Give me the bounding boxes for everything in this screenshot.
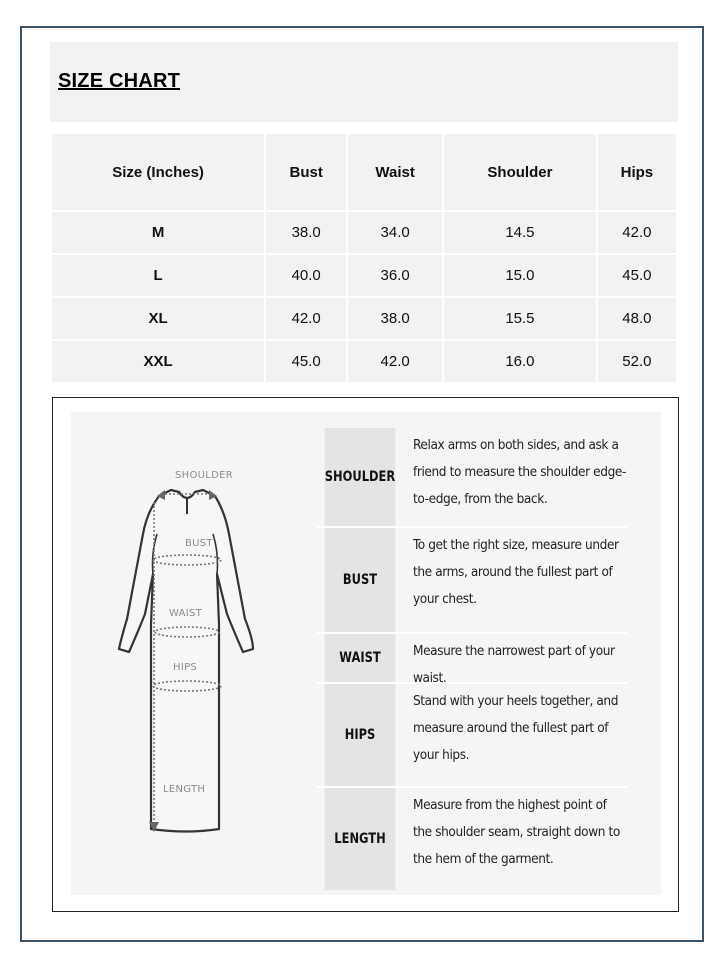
table-row [52, 212, 676, 253]
diagram-label-hips: HIPS [173, 662, 198, 673]
size-cell: L [52, 255, 264, 296]
measure-desc-text: Relax arms on both sides, and ask a friend to measure the shoulder edge-to-edge, from the back. [413, 437, 626, 507]
bust-cell: 38.0 [266, 212, 346, 253]
measure-desc [403, 528, 627, 632]
hips-cell: 48.0 [598, 298, 676, 339]
header-size: Size (Inches) [52, 134, 264, 210]
bust-cell: 42.0 [266, 298, 346, 339]
dress-measurement-diagram-icon [107, 454, 267, 844]
measure-desc-text: Stand with your heels together, and measure around the fullest part of your hips. [413, 693, 619, 763]
waist-cell: 42.0 [348, 341, 442, 382]
measure-desc-text: Measure the narrowest part of your waist. [413, 643, 615, 686]
header-waist: Waist [348, 134, 442, 210]
measure-row-bust [317, 528, 627, 634]
header-hips: Hips [598, 134, 676, 210]
measure-name: BUST [325, 528, 396, 632]
header-bust: Bust [266, 134, 346, 210]
size-table-header [52, 134, 676, 210]
measure-row-hips [317, 684, 627, 788]
bust-cell: 45.0 [266, 341, 346, 382]
measure-row-shoulder [317, 428, 627, 528]
size-cell: XXL [52, 341, 264, 382]
shoulder-cell: 14.5 [444, 212, 596, 253]
bust-cell: 40.0 [266, 255, 346, 296]
measurement-guide-panel [71, 412, 661, 895]
size-table [50, 132, 678, 384]
header-shoulder: Shoulder [444, 134, 596, 210]
shoulder-cell: 16.0 [444, 341, 596, 382]
diagram-label-bust: BUST [185, 538, 213, 549]
title-bar [50, 42, 678, 122]
size-cell: M [52, 212, 264, 253]
waist-cell: 34.0 [348, 212, 442, 253]
measurement-instructions [317, 428, 627, 890]
measure-desc-text: To get the right size, measure under the arms, around the fullest part of your chest. [413, 537, 619, 607]
shoulder-cell: 15.5 [444, 298, 596, 339]
measure-name: HIPS [325, 684, 396, 786]
page-title: SIZE CHART [58, 70, 180, 92]
measure-row-length [317, 788, 627, 890]
diagram-label-length: LENGTH [163, 784, 206, 795]
waist-cell: 36.0 [348, 255, 442, 296]
diagram-label-shoulder: SHOULDER [175, 470, 233, 481]
measurement-guide [52, 397, 679, 912]
measure-name: WAIST [325, 634, 396, 682]
table-row [52, 298, 676, 339]
table-row [52, 255, 676, 296]
table-row [52, 341, 676, 382]
measure-desc [403, 684, 627, 786]
measure-desc [403, 428, 627, 526]
measure-row-waist [317, 634, 627, 684]
hips-cell: 42.0 [598, 212, 676, 253]
measure-desc [403, 634, 627, 686]
measure-name: SHOULDER [325, 428, 396, 526]
waist-cell: 38.0 [348, 298, 442, 339]
diagram-label-waist: WAIST [169, 608, 203, 619]
measure-desc-text: Measure from the highest point of the shoulder seam, straight down to the hem of the garment. [413, 797, 620, 867]
shoulder-cell: 15.0 [444, 255, 596, 296]
hips-cell: 45.0 [598, 255, 676, 296]
hips-cell: 52.0 [598, 341, 676, 382]
measure-name: LENGTH [325, 788, 396, 890]
measure-desc [403, 788, 627, 890]
size-cell: XL [52, 298, 264, 339]
